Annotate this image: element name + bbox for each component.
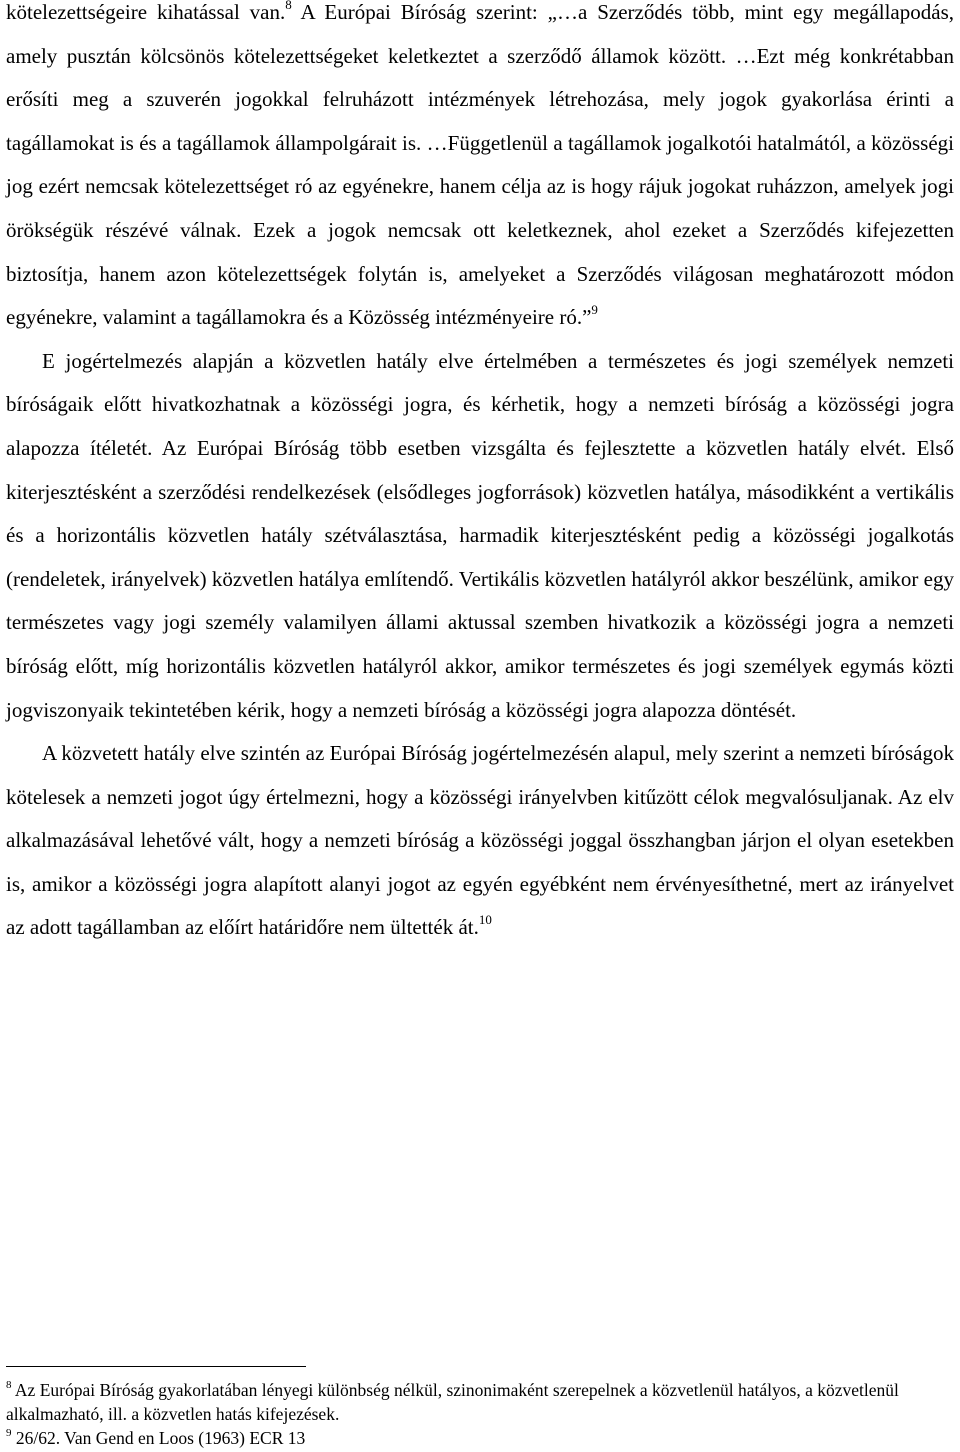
quote-text: A Európai Bíróság szerint: „…a Szerződés több, mint egy megállapodás, amely pusztán kölcsönös kötelezettségeket keletkeztet a szerződő államok között. …Ezt még konkrétabban erősíti meg a szuverén jogokkal felruházott intézmények létrehozása, mely jogok gyakorlása érinti a tagállamokat is és a tagállamok állampolgárait is. …Függetlenül a tagállamok jogalkotói hatalmától, a közösségi jog ezért nemcsak kötelezettséget ró az egyénekre, hanem célja az is hogy rájuk jogokat ruházzon, amelyek jogi örökségük részévé válnak. Ezek a jogok nemcsak ott keletkeznek, ahol ezeket a Szerződés kifejezetten biztosítja, hanem azon kötelezettségek folytán is, amelyeket a Szerződés világosan meghatározott módon egyénekre, valamint a tagállamokra és a Közösség intézményeire ró.”	[6, 0, 954, 330]
paragraph-direct-effect: E jogértelmezés alapján a közvetlen hatály elve értelmében a természetes és jogi személyek nemzeti bíróságaik előtt hivatkozhatnak a közösségi jogra, és kérhetik, hogy a nemzeti bíróság a közösségi jogra alapozza ítéletét. Az Európai Bíróság több esetben vizsgálta és fejlesztette a közvetlen hatály elvét. Első kiterjesztésként a szerződési rendelkezések (elsődleges jogforrások) közvetlen hatálya, másodikként a vertikális és a horizontális közvetlen hatály szétválasztása, harmadik kiterjesztésként pedig a közösségi jogalkotás (rendeletek, irányelvek) közvetlen hatálya említendő. Vertikális közvetlen hatályról akkor beszélünk, amikor egy természetes vagy jogi személy valamilyen állami aktussal szemben hivatkozik a közösségi jogra a nemzeti bíróság előtt, míg horizontális közvetlen hatályról akkor, amikor természetes és jogi személyek egymás közti jogviszonyaik tekintetében kérik, hogy a nemzeti bíróság a közösségi jogra alapozza döntését.	[6, 348, 954, 722]
footnote-text: 26/62. Van Gend en Loos (1963) ECR 13	[15, 1428, 306, 1448]
footnote-text: Az Európai Bíróság gyakorlatában lényegi különbség nélkül, szinonimaként szerepelnek a közvetlenül hatályos, a közvetlenül alkalmazható, ill. a közvetlen hatás kifejezések.	[6, 1380, 899, 1424]
footnote-9	[6, 1426, 940, 1450]
footnotes-section	[6, 1378, 940, 1450]
footnote-ref-8[interactable]: 8	[285, 0, 292, 12]
paragraph-text: kötelezettségeire kihatással van.	[6, 0, 286, 24]
footnote-ref-10[interactable]: 10	[478, 912, 492, 928]
paragraph-indirect-effect	[6, 732, 954, 950]
document-body	[6, 0, 954, 950]
footnote-separator	[6, 1366, 306, 1367]
footnote-number: 8	[6, 1379, 12, 1392]
footnote-ref-9[interactable]: 9	[591, 302, 598, 318]
footnote-8	[6, 1378, 940, 1426]
footnote-number: 9	[6, 1427, 12, 1440]
paragraph-court-quote	[6, 0, 954, 340]
paragraph-text: A közvetett hatály elve szintén az Európai Bíróság jogértelmezésén alapul, mely szerint a nemzeti bíróságok kötelesek a nemzeti jogot úgy értelmezni, hogy a közösségi irányelvben kitűzött célok megvalósuljanak. Az elv alkalmazásával lehetővé vált, hogy a nemzeti bíróság a közösségi joggal összhangban járjon el olyan esetekben is, amikor a közösségi jogra alapított alanyi jogot az egyén egyébként nem érvényesíthetné, mert az irányelvet az adott tagállamban az előírt határidőre nem ültették át.	[6, 741, 954, 940]
